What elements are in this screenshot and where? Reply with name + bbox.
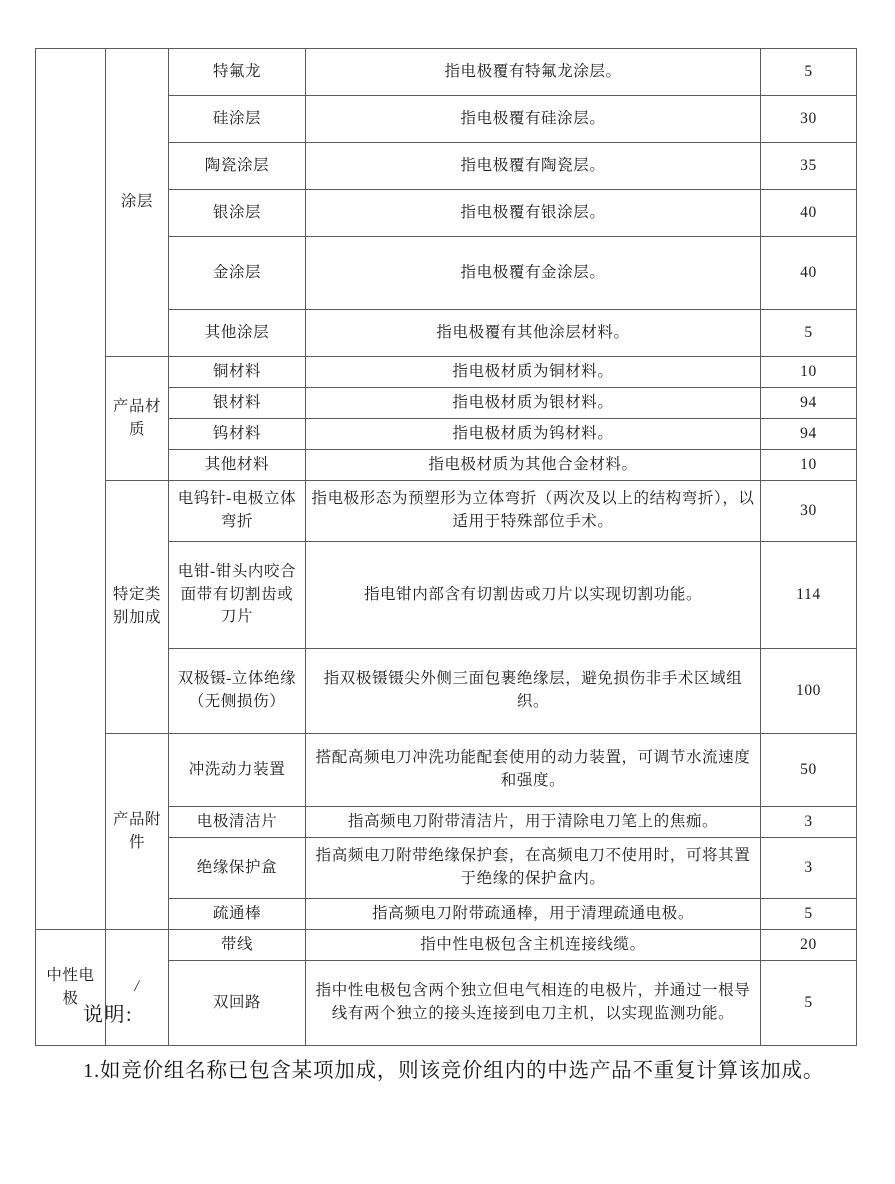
description-cell: 指高频电刀附带清洁片，用于清除电刀笔上的焦痂。 xyxy=(306,807,761,838)
group-cell-coating: 涂层 xyxy=(106,49,169,357)
notes-label: 说明: xyxy=(83,1004,134,1026)
category-cell-neutral-electrode: 中性电极 xyxy=(36,930,106,1046)
note-item-1: 1.如竞价组名称已包含某项加成，则该竞价组内的中选产品不重复计算该加成。 xyxy=(83,1060,825,1082)
description-cell: 指电极覆有银涂层。 xyxy=(306,190,761,237)
value-cell: 5 xyxy=(761,49,857,96)
value-cell: 40 xyxy=(761,190,857,237)
item-cell: 银材料 xyxy=(169,388,306,419)
item-cell: 电钳-钳头内咬合面带有切割齿或刀片 xyxy=(169,542,306,649)
item-cell: 钨材料 xyxy=(169,419,306,450)
description-cell: 搭配高频电刀冲洗功能配套使用的动力装置，可调节水流速度和强度。 xyxy=(306,734,761,807)
description-cell: 指电极材质为银材料。 xyxy=(306,388,761,419)
description-cell: 指电极形态为预塑形为立体弯折（两次及以上的结构弯折），以适用于特殊部位手术。 xyxy=(306,481,761,542)
value-cell: 100 xyxy=(761,649,857,734)
item-cell: 铜材料 xyxy=(169,357,306,388)
description-cell: 指高频电刀附带疏通棒，用于清理疏通电极。 xyxy=(306,899,761,930)
description-cell: 指中性电极包含主机连接线缆。 xyxy=(306,930,761,961)
value-cell: 5 xyxy=(761,961,857,1046)
group-cell-none: / xyxy=(106,930,169,1046)
table-row xyxy=(36,734,857,807)
table-row xyxy=(36,357,857,388)
item-cell: 冲洗动力装置 xyxy=(169,734,306,807)
value-cell: 35 xyxy=(761,143,857,190)
table-row xyxy=(36,49,857,96)
description-cell: 指电极覆有金涂层。 xyxy=(306,237,761,310)
value-cell: 30 xyxy=(761,481,857,542)
value-cell: 114 xyxy=(761,542,857,649)
value-cell: 10 xyxy=(761,357,857,388)
notes-section xyxy=(35,1003,865,1092)
description-cell: 指电极覆有硅涂层。 xyxy=(306,96,761,143)
group-cell-material: 产品材质 xyxy=(106,357,169,481)
value-cell: 50 xyxy=(761,734,857,807)
value-cell: 30 xyxy=(761,96,857,143)
group-cell-specific-category: 特定类别加成 xyxy=(106,481,169,734)
item-cell: 电钨针-电极立体弯折 xyxy=(169,481,306,542)
item-cell: 带线 xyxy=(169,930,306,961)
value-cell: 10 xyxy=(761,450,857,481)
item-cell: 双极镊-立体绝缘（无侧损伤） xyxy=(169,649,306,734)
item-cell: 硅涂层 xyxy=(169,96,306,143)
description-cell: 指双极镊镊尖外侧三面包裹绝缘层，避免损伤非手术区域组织。 xyxy=(306,649,761,734)
surcharge-table xyxy=(35,48,857,1046)
item-cell: 疏通棒 xyxy=(169,899,306,930)
item-cell: 银涂层 xyxy=(169,190,306,237)
group-cell-accessory: 产品附件 xyxy=(106,734,169,930)
item-cell: 其他涂层 xyxy=(169,310,306,357)
item-cell: 陶瓷涂层 xyxy=(169,143,306,190)
benefit-table-wrapper xyxy=(35,48,856,1046)
item-cell: 电极清洁片 xyxy=(169,807,306,838)
value-cell: 40 xyxy=(761,237,857,310)
description-cell: 指电极覆有其他涂层材料。 xyxy=(306,310,761,357)
table-row xyxy=(36,481,857,542)
description-cell: 指高频电刀附带绝缘保护套，在高频电刀不使用时，可将其置于绝缘的保护盒内。 xyxy=(306,838,761,899)
value-cell: 3 xyxy=(761,807,857,838)
description-cell: 指电钳内部含有切割齿或刀片以实现切割功能。 xyxy=(306,542,761,649)
description-cell: 指电极覆有特氟龙涂层。 xyxy=(306,49,761,96)
value-cell: 20 xyxy=(761,930,857,961)
item-cell: 双回路 xyxy=(169,961,306,1046)
category-cell-blank xyxy=(36,49,106,930)
value-cell: 94 xyxy=(761,419,857,450)
value-cell: 5 xyxy=(761,310,857,357)
value-cell: 94 xyxy=(761,388,857,419)
item-cell: 绝缘保护盒 xyxy=(169,838,306,899)
item-cell: 特氟龙 xyxy=(169,49,306,96)
description-cell: 指中性电极包含两个独立但电气相连的电极片，并通过一根导线有两个独立的接头连接到电刀主机，以实现监测功能。 xyxy=(306,961,761,1046)
item-cell: 金涂层 xyxy=(169,237,306,310)
value-cell: 5 xyxy=(761,899,857,930)
description-cell: 指电极材质为铜材料。 xyxy=(306,357,761,388)
table-row xyxy=(36,930,857,961)
description-cell: 指电极材质为其他合金材料。 xyxy=(306,450,761,481)
description-cell: 指电极材质为钨材料。 xyxy=(306,419,761,450)
value-cell: 3 xyxy=(761,838,857,899)
item-cell: 其他材料 xyxy=(169,450,306,481)
description-cell: 指电极覆有陶瓷层。 xyxy=(306,143,761,190)
